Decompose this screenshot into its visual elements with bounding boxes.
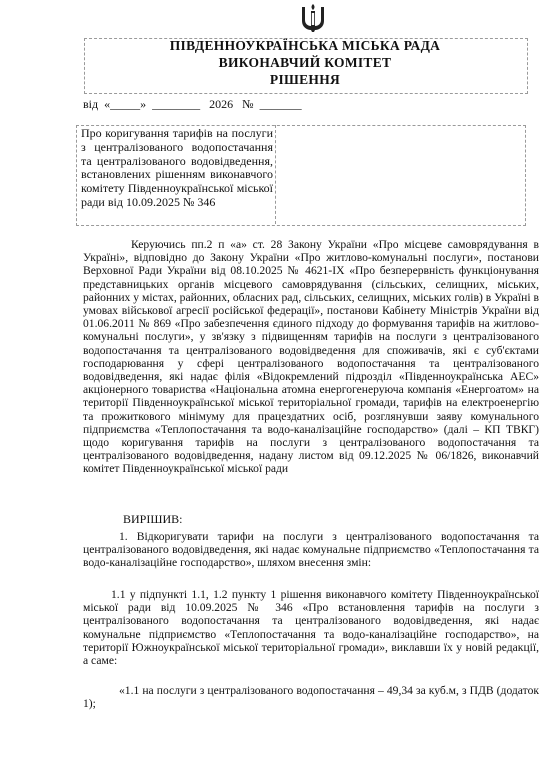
date-from-label: від bbox=[83, 97, 99, 111]
preamble-paragraph: Керуючись пп.2 п «а» ст. 28 Закону України «Про місцеве самоврядування в Україні», відповідно до Закону України «Про житлово-комунальні послуги», постанови Верховної Ради України від 08.10.2025 № 4621-IX «Про безперервність функціонування представницьких органів місцевого самоврядування (сільських, селищних, міських, районних у містах, районних, обласних рад, сільських, селищних, міських голів) в Україні в умовах військової агресії російської федерації», постанови Кабінету Міністрів України від 01.06.2011 № 869 «Про забезпечення єдиного підходу до формування тарифів на житлово-комунальні послуги», у зв'язку з підвищенням тарифів на послуги з централізованого водопостачання та централізованого водовідведення для споживачів, які є суб'єктами господарювання у сфері централізованого водопостачання та централізованого водовідведення, які надає філія «Відокремлений підрозділ «Південноукраїнська АЕС» акціонерного товариства «Національна атомна енергогенеруюча компанія «Енергоатом» на території Південноукраїнської міської територіальної громади, тарифів на електроенергію та прожиткового мінімуму для працездатних осіб, розглянувши заяву комунального підприємства «Теплопостачання та водо-каналізаційне господарство» (далі – КП ТВКГ) щодо коригування тарифів на послуги з централізованого водопостачання та централізованого водовідведення, надану листом від 09.12.2025 № 06/1826, виконавчий комітет Південноукраїнської міської ради bbox=[83, 238, 539, 476]
item-1-1-paragraph: 1.1 у підпункті 1.1, 1.2 пункту 1 рішення виконавчого комітету Південноукраїнської міської ради від 10.09.2025 № 346 «Про встановлення тарифів на послуги з централізованого водопостачання та централізованого водовідведення, які надає комунальне підприємство «Теплопостачання та водо-каналізаційне господарство», на території Южноукраїнської міської територіальної громади», виклавши їх у новій редакції, а саме: bbox=[83, 588, 539, 668]
decided-heading: ВИРІШИВ: bbox=[123, 512, 183, 526]
quote-1-1-paragraph: «1.1 на послуги з централізованого водопостачання – 49,34 за куб.м, з ПДВ (додаток 1); bbox=[83, 684, 539, 711]
date-number-line bbox=[83, 97, 302, 112]
subject-divider bbox=[275, 125, 276, 224]
number-blank: _______ bbox=[259, 97, 302, 111]
committee-name: ВИКОНАВЧИЙ КОМІТЕТ bbox=[218, 55, 392, 70]
date-day-blank: «_____» bbox=[104, 97, 147, 111]
date-month-blank: ________ bbox=[152, 97, 201, 111]
document-type: РІШЕННЯ bbox=[269, 72, 341, 87]
number-label: № bbox=[242, 97, 254, 111]
date-year: 2026 bbox=[209, 97, 234, 111]
decision-subject: Про коригування тарифів на послуги з централізованого водопостачання та централізованого водовідведення, встановлених рішенням виконавчого комітету Південноукраїнської міської ради від 10.09.2025 № 346 bbox=[81, 126, 273, 209]
trident-emblem-icon bbox=[299, 3, 327, 33]
council-name: ПІВДЕННОУКРАЇНСЬКА МІСЬКА РАДА bbox=[169, 38, 441, 53]
item-1-paragraph: 1. Відкоригувати тарифи на послуги з централізованого водопостачання та централізованого водовідведення, які надає комунальне підприємство «Теплопостачання та водо-каналізаційне господарство», шляхом внесення змін: bbox=[83, 530, 539, 570]
